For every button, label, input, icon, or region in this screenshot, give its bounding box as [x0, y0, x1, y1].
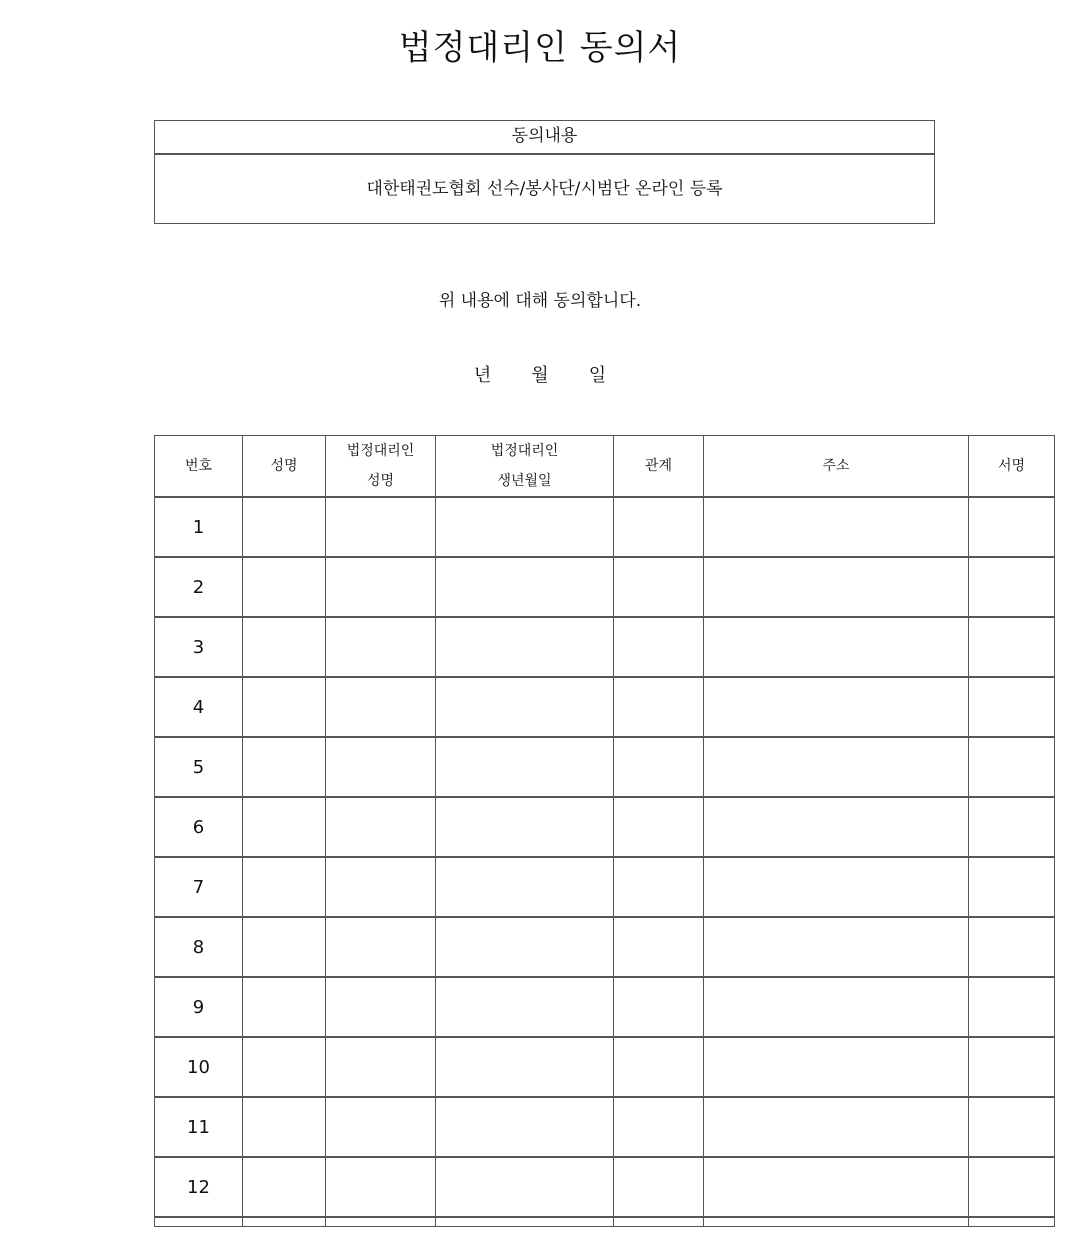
relationship-cell[interactable] [614, 917, 704, 977]
signature-cell[interactable] [969, 857, 1055, 917]
address-cell[interactable] [704, 497, 969, 557]
agreement-statement: 위 내용에 대해 동의합니다. [438, 291, 642, 311]
name-cell[interactable] [243, 617, 326, 677]
date-line [0, 361, 1080, 387]
table-row [155, 617, 1055, 677]
guardian-birthdate-cell[interactable] [436, 1097, 614, 1157]
guardian-name-cell[interactable] [326, 617, 436, 677]
guardian-name-cell[interactable] [326, 857, 436, 917]
row-number: 8 [155, 917, 243, 977]
signature-cell[interactable] [969, 917, 1055, 977]
guardian-name-cell[interactable] [326, 1037, 436, 1097]
relationship-cell[interactable] [614, 1037, 704, 1097]
guardian-name-cell[interactable] [326, 797, 436, 857]
name-cell[interactable] [243, 797, 326, 857]
signature-cell[interactable] [969, 617, 1055, 677]
table-row [155, 857, 1055, 917]
address-cell[interactable] [704, 737, 969, 797]
guardian-birthdate-cell[interactable] [436, 977, 614, 1037]
guardian-birthdate-cell[interactable] [436, 857, 614, 917]
address-cell[interactable] [704, 1037, 969, 1097]
guardian-name-cell[interactable] [326, 737, 436, 797]
consent-content: 대한태권도협회 선수/봉사단/시범단 온라인 등록 [366, 179, 723, 199]
name-cell[interactable] [243, 557, 326, 617]
guardian-name-cell[interactable] [326, 1157, 436, 1217]
consent-content-box [154, 120, 935, 224]
relationship-cell[interactable] [614, 797, 704, 857]
guardian-birthdate-cell[interactable] [436, 677, 614, 737]
name-cell[interactable] [243, 1097, 326, 1157]
row-number: 12 [155, 1157, 243, 1217]
table-row [155, 497, 1055, 557]
table-row [155, 557, 1055, 617]
name-cell[interactable] [243, 857, 326, 917]
guardian-birthdate-cell[interactable] [436, 497, 614, 557]
col-header-relationship: 관계 [614, 436, 704, 498]
relationship-cell[interactable] [614, 1157, 704, 1217]
name-cell[interactable] [243, 1037, 326, 1097]
relationship-cell[interactable] [614, 497, 704, 557]
guardian-birthdate-cell [436, 1217, 614, 1227]
address-cell[interactable] [704, 917, 969, 977]
address-cell[interactable] [704, 977, 969, 1037]
signature-cell[interactable] [969, 1157, 1055, 1217]
relationship-cell[interactable] [614, 677, 704, 737]
name-cell[interactable] [243, 677, 326, 737]
col-header-number: 번호 [155, 436, 243, 498]
guardian-name-cell[interactable] [326, 677, 436, 737]
day-label: 일 [588, 365, 607, 386]
row-number: 5 [155, 737, 243, 797]
table-row [155, 677, 1055, 737]
table-row [155, 917, 1055, 977]
address-cell[interactable] [704, 1157, 969, 1217]
guardian-name-cell[interactable] [326, 1097, 436, 1157]
signature-cell[interactable] [969, 557, 1055, 617]
row-number [155, 1217, 243, 1227]
col-header-guardian-birthdate: 법정대리인 생년월일 [436, 436, 614, 498]
row-number: 10 [155, 1037, 243, 1097]
name-cell[interactable] [243, 917, 326, 977]
guardian-birthdate-cell[interactable] [436, 1157, 614, 1217]
table-row [155, 977, 1055, 1037]
row-number: 2 [155, 557, 243, 617]
guardian-name-cell[interactable] [326, 557, 436, 617]
signature-table [154, 435, 1055, 1227]
address-cell[interactable] [704, 1097, 969, 1157]
guardian-birthdate-cell[interactable] [436, 737, 614, 797]
relationship-cell[interactable] [614, 617, 704, 677]
relationship-cell[interactable] [614, 857, 704, 917]
signature-cell[interactable] [969, 497, 1055, 557]
row-number: 4 [155, 677, 243, 737]
signature-cell[interactable] [969, 1037, 1055, 1097]
row-number: 7 [155, 857, 243, 917]
consent-header: 동의내용 [155, 121, 934, 155]
signature-cell[interactable] [969, 737, 1055, 797]
signature-cell[interactable] [969, 1097, 1055, 1157]
signature-cell[interactable] [969, 677, 1055, 737]
guardian-birthdate-cell[interactable] [436, 797, 614, 857]
row-number: 9 [155, 977, 243, 1037]
table-row [155, 737, 1055, 797]
relationship-cell[interactable] [614, 737, 704, 797]
year-label: 년 [473, 365, 492, 386]
table-row [155, 1097, 1055, 1157]
table-header-row [155, 436, 1055, 498]
row-number: 11 [155, 1097, 243, 1157]
col-header-signature: 서명 [969, 436, 1055, 498]
signature-cell [969, 1217, 1055, 1227]
guardian-birthdate-cell[interactable] [436, 1037, 614, 1097]
signature-cell[interactable] [969, 977, 1055, 1037]
table-row [155, 1037, 1055, 1097]
row-number: 6 [155, 797, 243, 857]
relationship-cell [614, 1217, 704, 1227]
address-cell[interactable] [704, 557, 969, 617]
table-row [155, 797, 1055, 857]
address-cell [704, 1217, 969, 1227]
relationship-cell[interactable] [614, 1097, 704, 1157]
table-row [155, 1157, 1055, 1217]
guardian-name-cell[interactable] [326, 917, 436, 977]
name-cell[interactable] [243, 497, 326, 557]
guardian-name-cell[interactable] [326, 977, 436, 1037]
guardian-birthdate-cell[interactable] [436, 557, 614, 617]
guardian-birthdate-cell[interactable] [436, 917, 614, 977]
row-number: 3 [155, 617, 243, 677]
col-header-name: 성명 [243, 436, 326, 498]
name-cell [243, 1217, 326, 1227]
name-cell[interactable] [243, 1157, 326, 1217]
address-cell[interactable] [704, 617, 969, 677]
address-cell[interactable] [704, 857, 969, 917]
document-title: 법정대리인 동의서 [398, 28, 682, 68]
col-header-address: 주소 [704, 436, 969, 498]
guardian-name-cell [326, 1217, 436, 1227]
name-cell[interactable] [243, 737, 326, 797]
name-cell[interactable] [243, 977, 326, 1037]
relationship-cell[interactable] [614, 977, 704, 1037]
guardian-name-cell[interactable] [326, 497, 436, 557]
address-cell[interactable] [704, 677, 969, 737]
table-row [155, 1217, 1055, 1227]
relationship-cell[interactable] [614, 557, 704, 617]
row-number: 1 [155, 497, 243, 557]
address-cell[interactable] [704, 797, 969, 857]
guardian-birthdate-cell[interactable] [436, 617, 614, 677]
month-label: 월 [531, 365, 549, 386]
signature-cell[interactable] [969, 797, 1055, 857]
col-header-guardian-name: 법정대리인 성명 [326, 436, 436, 498]
